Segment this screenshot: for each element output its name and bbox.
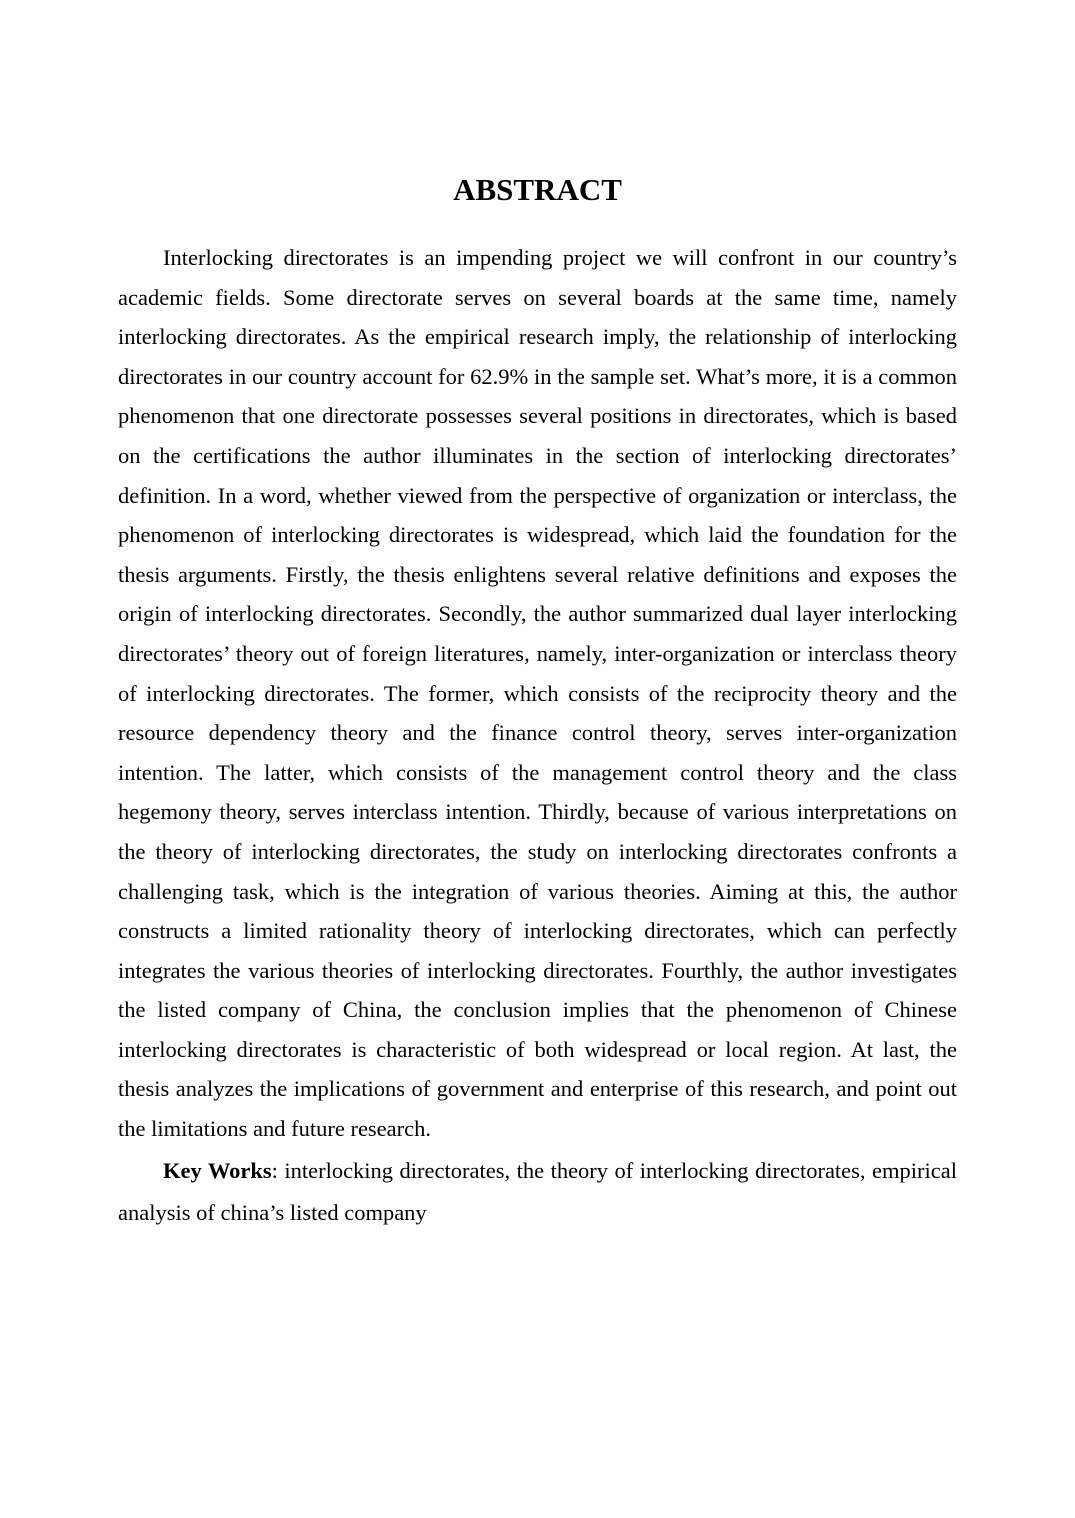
abstract-body [118,238,957,1234]
keywords-text: : interlocking directorates, the theory of interlocking directorates, empirical analysis of china’s listed company [118,1157,957,1225]
page-title: ABSTRACT [453,172,622,207]
keywords-line [118,1150,957,1234]
abstract-paragraph: Interlocking directorates is an impending project we will confront in our country’s academic fields. Some directorate serves on several boards at the same time, namely interlocking directorates. As the empirical research imply, the relationship of interlocking directorates in our country account for 62.9% in the sample set. What’s more, it is a common phenomenon that one directorate possesses several positions in directorates, which is based on the certifications the author illuminates in the section of interlocking directorates’ definition. In a word, whether viewed from the perspective of organization or interclass, the phenomenon of interlocking directorates is widespread, which laid the foundation for the thesis arguments. Firstly, the thesis enlightens several relative definitions and exposes the origin of interlocking directorates. Secondly, the author summarized dual layer interlocking directorates’ theory out of foreign literatures, namely, inter-organization or interclass theory of interlocking directorates. The former, which consists of the reciprocity theory and the resource dependency theory and the finance control theory, serves inter-organization intention. The latter, which consists of the management control theory and the class hegemony theory, serves interclass intention. Thirdly, because of various interpretations on the theory of interlocking directorates, the study on interlocking directorates confronts a challenging task, which is the integration of various theories. Aiming at this, the author constructs a limited rationality theory of interlocking directorates, which can perfectly integrates the various theories of interlocking directorates. Fourthly, the author investigates the listed company of China, the conclusion implies that the phenomenon of Chinese interlocking directorates is characteristic of both widespread or local region. At last, the thesis analyzes the implications of government and enterprise of this research, and point out the limitations and future research. [118,245,957,1142]
keywords-label: Key Works [163,1157,272,1183]
